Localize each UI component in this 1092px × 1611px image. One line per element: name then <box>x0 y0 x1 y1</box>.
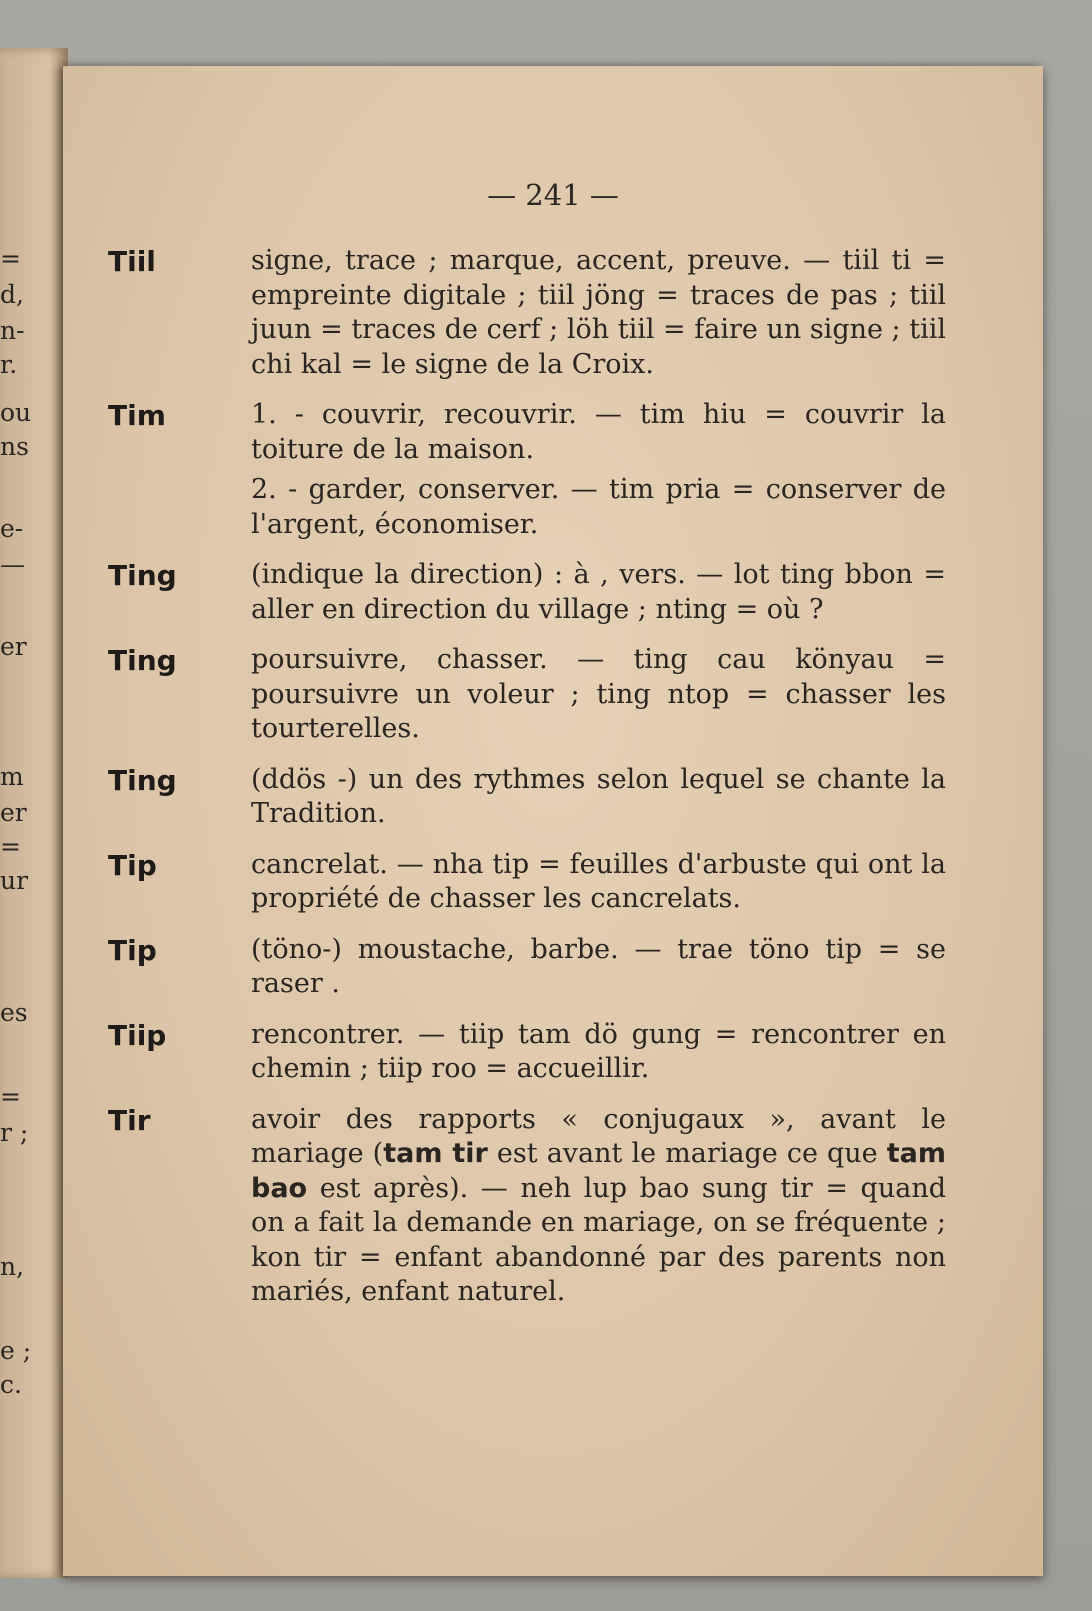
left-page-fragment: r. <box>0 350 18 379</box>
headword: Ting <box>108 644 177 677</box>
dictionary-entry <box>108 398 946 542</box>
left-page-fragment: er <box>0 632 27 661</box>
entry-body <box>251 933 946 1002</box>
dictionary-entry <box>108 933 946 1002</box>
headword: Ting <box>108 559 177 592</box>
dictionary-entry <box>108 848 946 917</box>
definition: (töno-) moustache, barbe. — trae töno tip = se raser . <box>251 933 946 999</box>
entry-body <box>251 558 946 627</box>
headword: Tip <box>108 933 157 967</box>
left-page-fragment: n- <box>0 316 25 345</box>
left-page-fragment: n, <box>0 1252 25 1281</box>
dictionary-entry <box>108 1103 946 1310</box>
dictionary-entries <box>108 244 946 1326</box>
headword: Tip <box>108 848 157 882</box>
definition: signe, trace ; marque, accent, preuve. — tiil ti = empreinte digitale ; tiil jöng = traces de pas ; tiil juun = traces de cerf ; löh tiil = faire un signe ; tiil chi kal = le signe de la Croix. <box>251 245 946 380</box>
headword: Tim <box>108 399 166 432</box>
left-page-fragment: er <box>0 798 27 827</box>
dictionary-entry <box>108 558 946 627</box>
left-page-fragment: m <box>0 762 24 791</box>
definition-text: est avant le mariage ce que <box>487 1138 887 1169</box>
dictionary-entry <box>108 244 946 382</box>
definition-text: est après). — neh lup bao sung tir = quand on a fait la demande en mariage, on se fréquente ; kon tir = enfant abandonné par des parents non mariés, enfant naturel. <box>251 1172 946 1307</box>
left-page-fragment: c. <box>0 1370 22 1399</box>
dictionary-entry <box>108 643 946 747</box>
dictionary-page <box>63 66 1043 1576</box>
entry-body <box>251 1018 946 1087</box>
left-page-fragment: = <box>0 832 21 861</box>
definition: poursuivre, chasser. — ting cau könyau = poursuivre un voleur ; ting ntop = chasser les tourterelles. <box>251 644 946 744</box>
left-page-fragment: ur <box>0 866 29 895</box>
entry-body <box>251 244 946 382</box>
left-page-edge <box>0 48 68 1578</box>
definition: cancrelat. — nha tip = feuilles d'arbuste qui ont la propriété de chasser les cancrelats. <box>251 848 946 914</box>
left-page-fragment: es <box>0 998 28 1027</box>
headword: Tiip <box>108 1018 167 1052</box>
bold-reference: tam tir <box>383 1138 488 1169</box>
left-page-fragment: d, <box>0 280 24 309</box>
left-page-fragment: ou <box>0 398 32 427</box>
dictionary-entry <box>108 1018 946 1087</box>
definition: (ddös -) un des rythmes selon lequel se chante la Tradition. <box>251 763 946 829</box>
entry-body <box>251 643 946 747</box>
entry-body <box>251 398 946 542</box>
bold-reference: tam bao <box>251 1138 947 1204</box>
definition: rencontrer. — tiip tam dö gung = rencontrer en chemin ; tiip roo = accueillir. <box>251 1018 946 1084</box>
definition-text: avoir des rapports « conjugaux », avant le mariage ( <box>251 1103 946 1169</box>
headword: Tir <box>108 1103 151 1137</box>
headword: Tiil <box>108 245 156 278</box>
page-number: — 241 — <box>487 178 619 212</box>
left-page-fragment: — <box>0 550 25 579</box>
entry-body <box>251 763 946 832</box>
definition: 2. - garder, conserver. — tim pria = conserver de l'argent, économiser. <box>251 474 946 540</box>
headword: Ting <box>108 763 177 797</box>
definition: (indique la direction) : à , vers. — lot ting bbon = aller en direction du village ; nting = où ? <box>251 559 946 625</box>
left-page-fragment: ns <box>0 432 29 461</box>
left-page-fragment: e- <box>0 514 24 543</box>
dictionary-entry <box>108 763 946 832</box>
entry-body <box>251 1103 946 1310</box>
left-page-fragment: e ; <box>0 1336 32 1365</box>
entry-body <box>251 848 946 917</box>
definition: 1. - couvrir, recouvrir. — tim hiu = couvrir la toiture de la maison. <box>251 399 946 465</box>
left-page-fragment: = <box>0 1082 21 1111</box>
definition <box>251 1103 946 1310</box>
left-page-fragment: r ; <box>0 1118 29 1147</box>
left-page-fragment: = <box>0 244 21 273</box>
